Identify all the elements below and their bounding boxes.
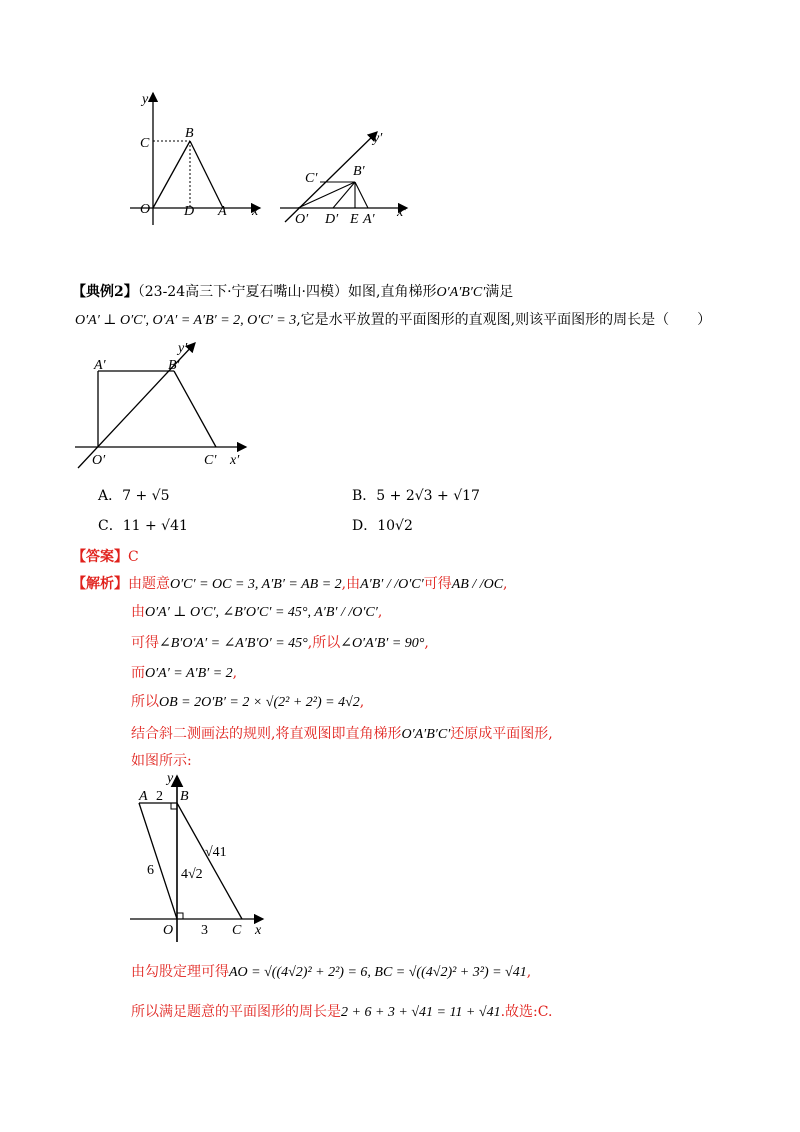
analysis-line7 <box>131 752 192 770</box>
analysis-line8 <box>131 963 531 982</box>
example-source: （23-24高三下·宁夏石嘴山·四模）如图,直角梯形 <box>137 284 437 300</box>
label-three: 3 <box>201 923 208 938</box>
label-x-prime: x′ <box>397 205 407 220</box>
analysis-l3c: , <box>424 635 429 651</box>
analysis-l6a: 结合斜二测画法的规则,将直观图即直角梯形 <box>131 726 402 742</box>
label-a-prime: A′ <box>363 212 375 227</box>
label-b-prime: B′ <box>353 164 365 179</box>
analysis-l3a: 可得 <box>131 635 159 651</box>
analysis-l2b: , <box>377 604 383 620</box>
example-statement-line1 <box>72 283 513 302</box>
figure-restored-trapezoid <box>125 772 275 944</box>
analysis-line2 <box>131 603 382 622</box>
analysis-l1m4: AB / /OC <box>451 577 504 592</box>
label-o: O <box>140 202 151 217</box>
answer-label: 【答案】 <box>72 549 128 565</box>
analysis-line6 <box>131 725 553 744</box>
label-b-prime: B′ <box>168 358 180 373</box>
analysis-line3 <box>131 634 429 653</box>
option-d-value: 10√2 <box>377 518 413 534</box>
label-a: A <box>139 789 148 804</box>
segment-bc <box>174 371 216 447</box>
option-c-value: 11 + √41 <box>122 518 188 534</box>
analysis-l1c: 可得 <box>423 576 452 592</box>
analysis-l1a: 由题意 <box>128 576 170 592</box>
analysis-l3m1: ∠B′O′A′ = ∠A′B′O′ = 45° <box>159 636 308 651</box>
label-c: C <box>140 136 150 151</box>
option-a-label: A． <box>98 488 123 504</box>
label-y-prime: y′ <box>178 341 188 356</box>
answer-value: C <box>128 549 139 565</box>
label-o: O <box>163 923 174 938</box>
analysis-l9b: .故选:C. <box>500 1004 553 1020</box>
segment-ba <box>355 182 368 208</box>
option-c-label: C． <box>98 518 123 534</box>
label-x: x <box>255 923 262 938</box>
analysis-label: 【解析】 <box>72 576 128 592</box>
analysis-l1m1: O′C′ = OC = 3 <box>170 577 255 592</box>
label-six: 6 <box>147 863 154 878</box>
label-four-root-two: 4√2 <box>181 867 203 882</box>
figure-original-triangle <box>120 85 280 230</box>
analysis-line9 <box>131 1003 552 1022</box>
analysis-l3m2: ∠O′A′B′ = 90° <box>340 636 425 651</box>
label-a: A <box>218 204 227 219</box>
analysis-l7: 如图所示: <box>131 753 192 769</box>
label-c: C <box>232 923 242 938</box>
label-x: x <box>252 204 259 219</box>
label-d: D <box>184 204 195 219</box>
analysis-l2a: 由 <box>131 604 145 620</box>
label-b: B <box>185 126 194 141</box>
segment-ob <box>153 141 190 208</box>
analysis-line1 <box>72 575 508 594</box>
analysis-l5m: OB = 2O′B′ = 2 × √(2² + 2²) = 4√2 <box>159 695 360 710</box>
analysis-l1b: ,由 <box>341 576 361 592</box>
analysis-l8b: , <box>526 964 532 980</box>
label-two: 2 <box>156 789 163 804</box>
label-b: B <box>180 789 189 804</box>
label-y: y <box>142 92 149 107</box>
option-a-value: 7 + √5 <box>122 488 170 504</box>
right-angle-mark-b <box>171 803 177 809</box>
analysis-l1m2: , A′B′ = AB = 2 <box>254 577 342 592</box>
trapezoid-name: O′A′B′C′ <box>436 285 486 300</box>
analysis-l6b: 还原成平面图形, <box>450 726 553 742</box>
example-question: ,它是水平放置的平面图形的直观图,则该平面图形的周长是（ ） <box>296 312 712 328</box>
right-angle-mark-o <box>177 913 183 919</box>
option-c[interactable] <box>98 517 188 535</box>
figure-right-trapezoid <box>70 335 255 475</box>
label-a-prime: A′ <box>94 358 106 373</box>
analysis-l1d: , <box>503 576 508 592</box>
segment-bc <box>177 803 242 919</box>
analysis-l3b: ,所以 <box>307 635 341 651</box>
analysis-line4 <box>131 664 237 683</box>
segment-bd <box>333 182 355 208</box>
label-x-prime: x′ <box>230 453 240 468</box>
label-y: y <box>167 772 174 786</box>
analysis-line5 <box>131 693 364 712</box>
example-conditions: O′A′ ⊥ O′C′, O′A′ = A′B′ = 2, O′C′ = 3 <box>75 313 297 328</box>
label-o-prime: O′ <box>295 212 309 227</box>
analysis-l5a: 所以 <box>131 694 159 710</box>
analysis-l9a: 所以满足题意的平面图形的周长是 <box>131 1004 341 1020</box>
example-tag: 【典例2】 <box>72 284 138 300</box>
analysis-l6m: O′A′B′C′ <box>401 727 451 742</box>
label-y-prime: y′ <box>373 131 383 146</box>
analysis-l4m: O′A′ = A′B′ = 2 <box>145 666 233 681</box>
label-sqrt41: √41 <box>205 845 227 860</box>
answer-line <box>72 548 139 566</box>
example-statement-line2 <box>75 311 711 330</box>
analysis-l4b: , <box>232 665 238 681</box>
label-o-prime: O′ <box>92 453 106 468</box>
label-c-prime: C′ <box>204 453 217 468</box>
option-a[interactable] <box>98 487 170 505</box>
segment-ao <box>139 803 177 919</box>
option-b-value: 5 + 2√3 + √17 <box>376 488 480 504</box>
figure-intuitive-triangle <box>275 120 425 230</box>
option-b[interactable] <box>352 487 480 505</box>
option-b-label: B． <box>352 488 377 504</box>
example-tail: 满足 <box>485 284 514 300</box>
analysis-l8m: AO = √((4√2)² + 2²) = 6, BC = √((4√2)² + 3²) = √41 <box>229 965 527 980</box>
segment-ba <box>190 141 223 208</box>
analysis-l4a: 而 <box>131 665 145 681</box>
analysis-l5b: , <box>359 694 365 710</box>
analysis-l1m3: A′B′ / /O′C′ <box>360 577 424 592</box>
analysis-l9m: 2 + 6 + 3 + √41 = 11 + √41 <box>341 1005 501 1020</box>
label-e: E <box>350 212 359 227</box>
option-d-label: D． <box>352 518 378 534</box>
analysis-l2m: O′A′ ⊥ O′C′, ∠B′O′C′ = 45°, A′B′ / /O′C′ <box>145 605 378 620</box>
label-d-prime: D′ <box>325 212 339 227</box>
analysis-l8a: 由勾股定理可得 <box>131 964 229 980</box>
option-d[interactable] <box>352 517 413 535</box>
label-c-prime: C′ <box>305 171 318 186</box>
